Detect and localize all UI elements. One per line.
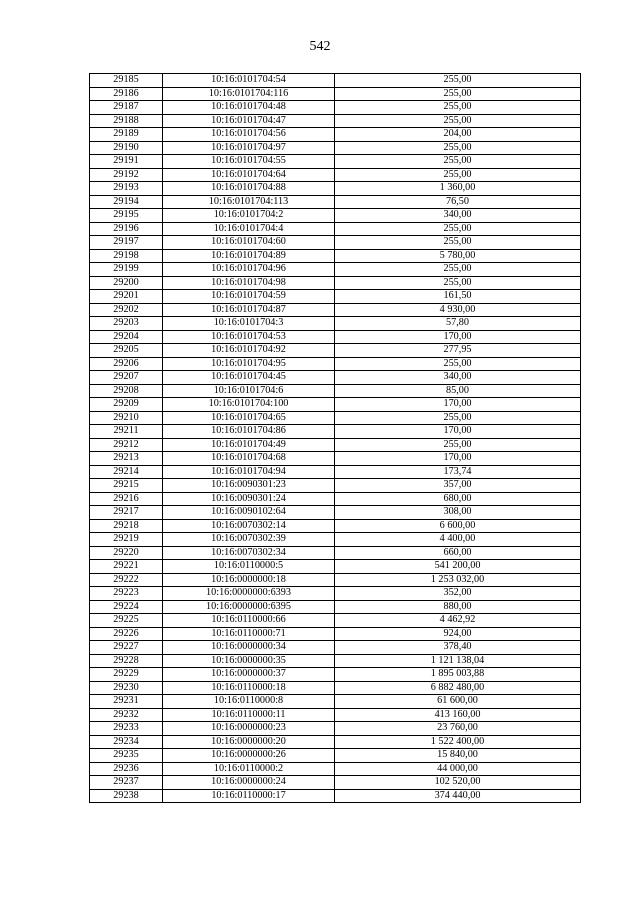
row-number-cell: 29226 [90,627,163,641]
table-row [90,452,581,466]
row-number-cell: 29194 [90,195,163,209]
table-row [90,344,581,358]
table-row [90,411,581,425]
row-number-cell: 29201 [90,290,163,304]
value-cell: 255,00 [335,155,581,169]
value-cell: 413 160,00 [335,708,581,722]
value-cell: 255,00 [335,87,581,101]
value-cell: 161,50 [335,290,581,304]
cadastral-number-cell: 10:16:0101704:100 [163,398,335,412]
cadastral-number-cell: 10:16:0101704:86 [163,425,335,439]
row-number-cell: 29205 [90,344,163,358]
row-number-cell: 29228 [90,654,163,668]
value-cell: 1 895 003,88 [335,668,581,682]
table-row [90,749,581,763]
table-row [90,492,581,506]
value-cell: 4 930,00 [335,303,581,317]
row-number-cell: 29216 [90,492,163,506]
cadastral-number-cell: 10:16:0101704:45 [163,371,335,385]
cadastral-number-cell: 10:16:0101704:53 [163,330,335,344]
value-cell: 6 600,00 [335,519,581,533]
row-number-cell: 29220 [90,546,163,560]
value-cell: 255,00 [335,236,581,250]
cadastral-number-cell: 10:16:0101704:48 [163,101,335,115]
value-cell: 170,00 [335,452,581,466]
value-cell: 1 360,00 [335,182,581,196]
row-number-cell: 29219 [90,533,163,547]
cadastral-number-cell: 10:16:0000000:6393 [163,587,335,601]
value-cell: 4 462,92 [335,614,581,628]
row-number-cell: 29223 [90,587,163,601]
table-row [90,654,581,668]
row-number-cell: 29187 [90,101,163,115]
value-cell: 277,95 [335,344,581,358]
value-cell: 255,00 [335,114,581,128]
row-number-cell: 29199 [90,263,163,277]
cadastral-number-cell: 10:16:0110000:2 [163,762,335,776]
value-cell: 255,00 [335,101,581,115]
table-row [90,695,581,709]
cadastral-number-cell: 10:16:0101704:47 [163,114,335,128]
value-cell: 255,00 [335,276,581,290]
cadastral-number-cell: 10:16:0110000:18 [163,681,335,695]
table-row [90,357,581,371]
table-row [90,236,581,250]
value-cell: 1 522 400,00 [335,735,581,749]
row-number-cell: 29212 [90,438,163,452]
cadastral-number-cell: 10:16:0101704:59 [163,290,335,304]
cadastral-number-cell: 10:16:0090301:24 [163,492,335,506]
row-number-cell: 29234 [90,735,163,749]
value-cell: 1 253 032,00 [335,573,581,587]
cadastral-number-cell: 10:16:0101704:95 [163,357,335,371]
row-number-cell: 29204 [90,330,163,344]
table-row [90,222,581,236]
table-row [90,87,581,101]
cadastral-number-cell: 10:16:0090301:23 [163,479,335,493]
row-number-cell: 29221 [90,560,163,574]
cadastral-number-cell: 10:16:0101704:116 [163,87,335,101]
row-number-cell: 29233 [90,722,163,736]
value-cell: 44 000,00 [335,762,581,776]
table-row [90,600,581,614]
cadastral-number-cell: 10:16:0101704:65 [163,411,335,425]
value-cell: 340,00 [335,371,581,385]
table-row [90,479,581,493]
table-row [90,465,581,479]
value-cell: 15 840,00 [335,749,581,763]
cadastral-number-cell: 10:16:0101704:89 [163,249,335,263]
cadastral-number-cell: 10:16:0101704:98 [163,276,335,290]
cadastral-number-cell: 10:16:0070302:14 [163,519,335,533]
table-row [90,722,581,736]
table-row [90,371,581,385]
cadastral-number-cell: 10:16:0070302:34 [163,546,335,560]
table-row [90,263,581,277]
cadastral-number-cell: 10:16:0000000:35 [163,654,335,668]
table-row [90,762,581,776]
row-number-cell: 29197 [90,236,163,250]
cadastral-number-cell: 10:16:0110000:71 [163,627,335,641]
cadastral-number-cell: 10:16:0101704:60 [163,236,335,250]
table-row [90,276,581,290]
value-cell: 1 121 138,04 [335,654,581,668]
row-number-cell: 29190 [90,141,163,155]
cadastral-number-cell: 10:16:0000000:6395 [163,600,335,614]
row-number-cell: 29211 [90,425,163,439]
value-cell: 255,00 [335,357,581,371]
cadastral-number-cell: 10:16:0110000:66 [163,614,335,628]
table-row [90,168,581,182]
row-number-cell: 29185 [90,74,163,88]
table-row [90,668,581,682]
row-number-cell: 29236 [90,762,163,776]
cadastral-number-cell: 10:16:0101704:2 [163,209,335,223]
value-cell: 102 520,00 [335,776,581,790]
value-cell: 680,00 [335,492,581,506]
cadastral-number-cell: 10:16:0101704:68 [163,452,335,466]
value-cell: 85,00 [335,384,581,398]
table-row [90,209,581,223]
cadastral-number-cell: 10:16:0101704:54 [163,74,335,88]
table-row [90,330,581,344]
cadastral-number-cell: 10:16:0000000:18 [163,573,335,587]
table-row [90,560,581,574]
cadastral-number-cell: 10:16:0101704:96 [163,263,335,277]
value-cell: 255,00 [335,141,581,155]
row-number-cell: 29235 [90,749,163,763]
table-row [90,506,581,520]
table-row [90,398,581,412]
row-number-cell: 29218 [90,519,163,533]
value-cell: 880,00 [335,600,581,614]
table-row [90,317,581,331]
row-number-cell: 29215 [90,479,163,493]
value-cell: 57,80 [335,317,581,331]
row-number-cell: 29227 [90,641,163,655]
table-row [90,519,581,533]
row-number-cell: 29214 [90,465,163,479]
cadastral-number-cell: 10:16:0101704:87 [163,303,335,317]
value-cell: 170,00 [335,398,581,412]
table-row [90,249,581,263]
row-number-cell: 29191 [90,155,163,169]
row-number-cell: 29192 [90,168,163,182]
row-number-cell: 29203 [90,317,163,331]
value-cell: 170,00 [335,330,581,344]
cadastral-number-cell: 10:16:0110000:5 [163,560,335,574]
cadastral-number-cell: 10:16:0101704:49 [163,438,335,452]
row-number-cell: 29207 [90,371,163,385]
row-number-cell: 29189 [90,128,163,142]
value-cell: 170,00 [335,425,581,439]
table-row [90,587,581,601]
table-row [90,425,581,439]
row-number-cell: 29224 [90,600,163,614]
table-row [90,614,581,628]
cadastral-number-cell: 10:16:0000000:24 [163,776,335,790]
value-cell: 308,00 [335,506,581,520]
table-row [90,74,581,88]
table-row [90,735,581,749]
cadastral-number-cell: 10:16:0070302:39 [163,533,335,547]
row-number-cell: 29238 [90,789,163,803]
value-cell: 6 882 480,00 [335,681,581,695]
value-cell: 357,00 [335,479,581,493]
row-number-cell: 29196 [90,222,163,236]
row-number-cell: 29231 [90,695,163,709]
table-row [90,438,581,452]
cadastral-number-cell: 10:16:0000000:37 [163,668,335,682]
cadastral-number-cell: 10:16:0000000:23 [163,722,335,736]
row-number-cell: 29208 [90,384,163,398]
cadastral-value-table [89,73,581,803]
row-number-cell: 29229 [90,668,163,682]
cadastral-number-cell: 10:16:0101704:113 [163,195,335,209]
cadastral-number-cell: 10:16:0110000:11 [163,708,335,722]
row-number-cell: 29222 [90,573,163,587]
table-body [90,74,581,803]
table-row [90,128,581,142]
value-cell: 255,00 [335,222,581,236]
value-cell: 924,00 [335,627,581,641]
cadastral-number-cell: 10:16:0000000:26 [163,749,335,763]
table-row [90,789,581,803]
table-row [90,533,581,547]
value-cell: 61 600,00 [335,695,581,709]
table-row [90,573,581,587]
table-row [90,195,581,209]
table-row [90,290,581,304]
row-number-cell: 29210 [90,411,163,425]
cadastral-number-cell: 10:16:0101704:55 [163,155,335,169]
row-number-cell: 29209 [90,398,163,412]
value-cell: 352,00 [335,587,581,601]
row-number-cell: 29217 [90,506,163,520]
table-row [90,182,581,196]
cadastral-number-cell: 10:16:0000000:34 [163,641,335,655]
table-row [90,776,581,790]
table-row [90,155,581,169]
value-cell: 340,00 [335,209,581,223]
cadastral-number-cell: 10:16:0101704:88 [163,182,335,196]
table-row [90,303,581,317]
table-row [90,114,581,128]
value-cell: 660,00 [335,546,581,560]
table-row [90,641,581,655]
page-number: 542 [309,39,331,54]
row-number-cell: 29232 [90,708,163,722]
value-cell: 541 200,00 [335,560,581,574]
row-number-cell: 29237 [90,776,163,790]
value-cell: 255,00 [335,411,581,425]
cadastral-number-cell: 10:16:0101704:6 [163,384,335,398]
row-number-cell: 29202 [90,303,163,317]
row-number-cell: 29195 [90,209,163,223]
cadastral-number-cell: 10:16:0101704:56 [163,128,335,142]
row-number-cell: 29200 [90,276,163,290]
value-cell: 255,00 [335,438,581,452]
cadastral-number-cell: 10:16:0110000:8 [163,695,335,709]
cadastral-number-cell: 10:16:0101704:97 [163,141,335,155]
table-row [90,101,581,115]
cadastral-number-cell: 10:16:0110000:17 [163,789,335,803]
row-number-cell: 29213 [90,452,163,466]
value-cell: 23 760,00 [335,722,581,736]
row-number-cell: 29230 [90,681,163,695]
value-cell: 204,00 [335,128,581,142]
table-row [90,681,581,695]
value-cell: 255,00 [335,168,581,182]
cadastral-number-cell: 10:16:0000000:20 [163,735,335,749]
cadastral-number-cell: 10:16:0101704:94 [163,465,335,479]
cadastral-number-cell: 10:16:0090102:64 [163,506,335,520]
cadastral-number-cell: 10:16:0101704:4 [163,222,335,236]
cadastral-number-cell: 10:16:0101704:92 [163,344,335,358]
value-cell: 5 780,00 [335,249,581,263]
value-cell: 76,50 [335,195,581,209]
value-cell: 173,74 [335,465,581,479]
table-row [90,141,581,155]
row-number-cell: 29193 [90,182,163,196]
table-row [90,546,581,560]
value-cell: 378,40 [335,641,581,655]
table-row [90,708,581,722]
row-number-cell: 29225 [90,614,163,628]
cadastral-number-cell: 10:16:0101704:64 [163,168,335,182]
cadastral-number-cell: 10:16:0101704:3 [163,317,335,331]
row-number-cell: 29198 [90,249,163,263]
row-number-cell: 29206 [90,357,163,371]
value-cell: 374 440,00 [335,789,581,803]
table-row [90,384,581,398]
row-number-cell: 29188 [90,114,163,128]
table-row [90,627,581,641]
value-cell: 255,00 [335,263,581,277]
row-number-cell: 29186 [90,87,163,101]
value-cell: 4 400,00 [335,533,581,547]
value-cell: 255,00 [335,74,581,88]
